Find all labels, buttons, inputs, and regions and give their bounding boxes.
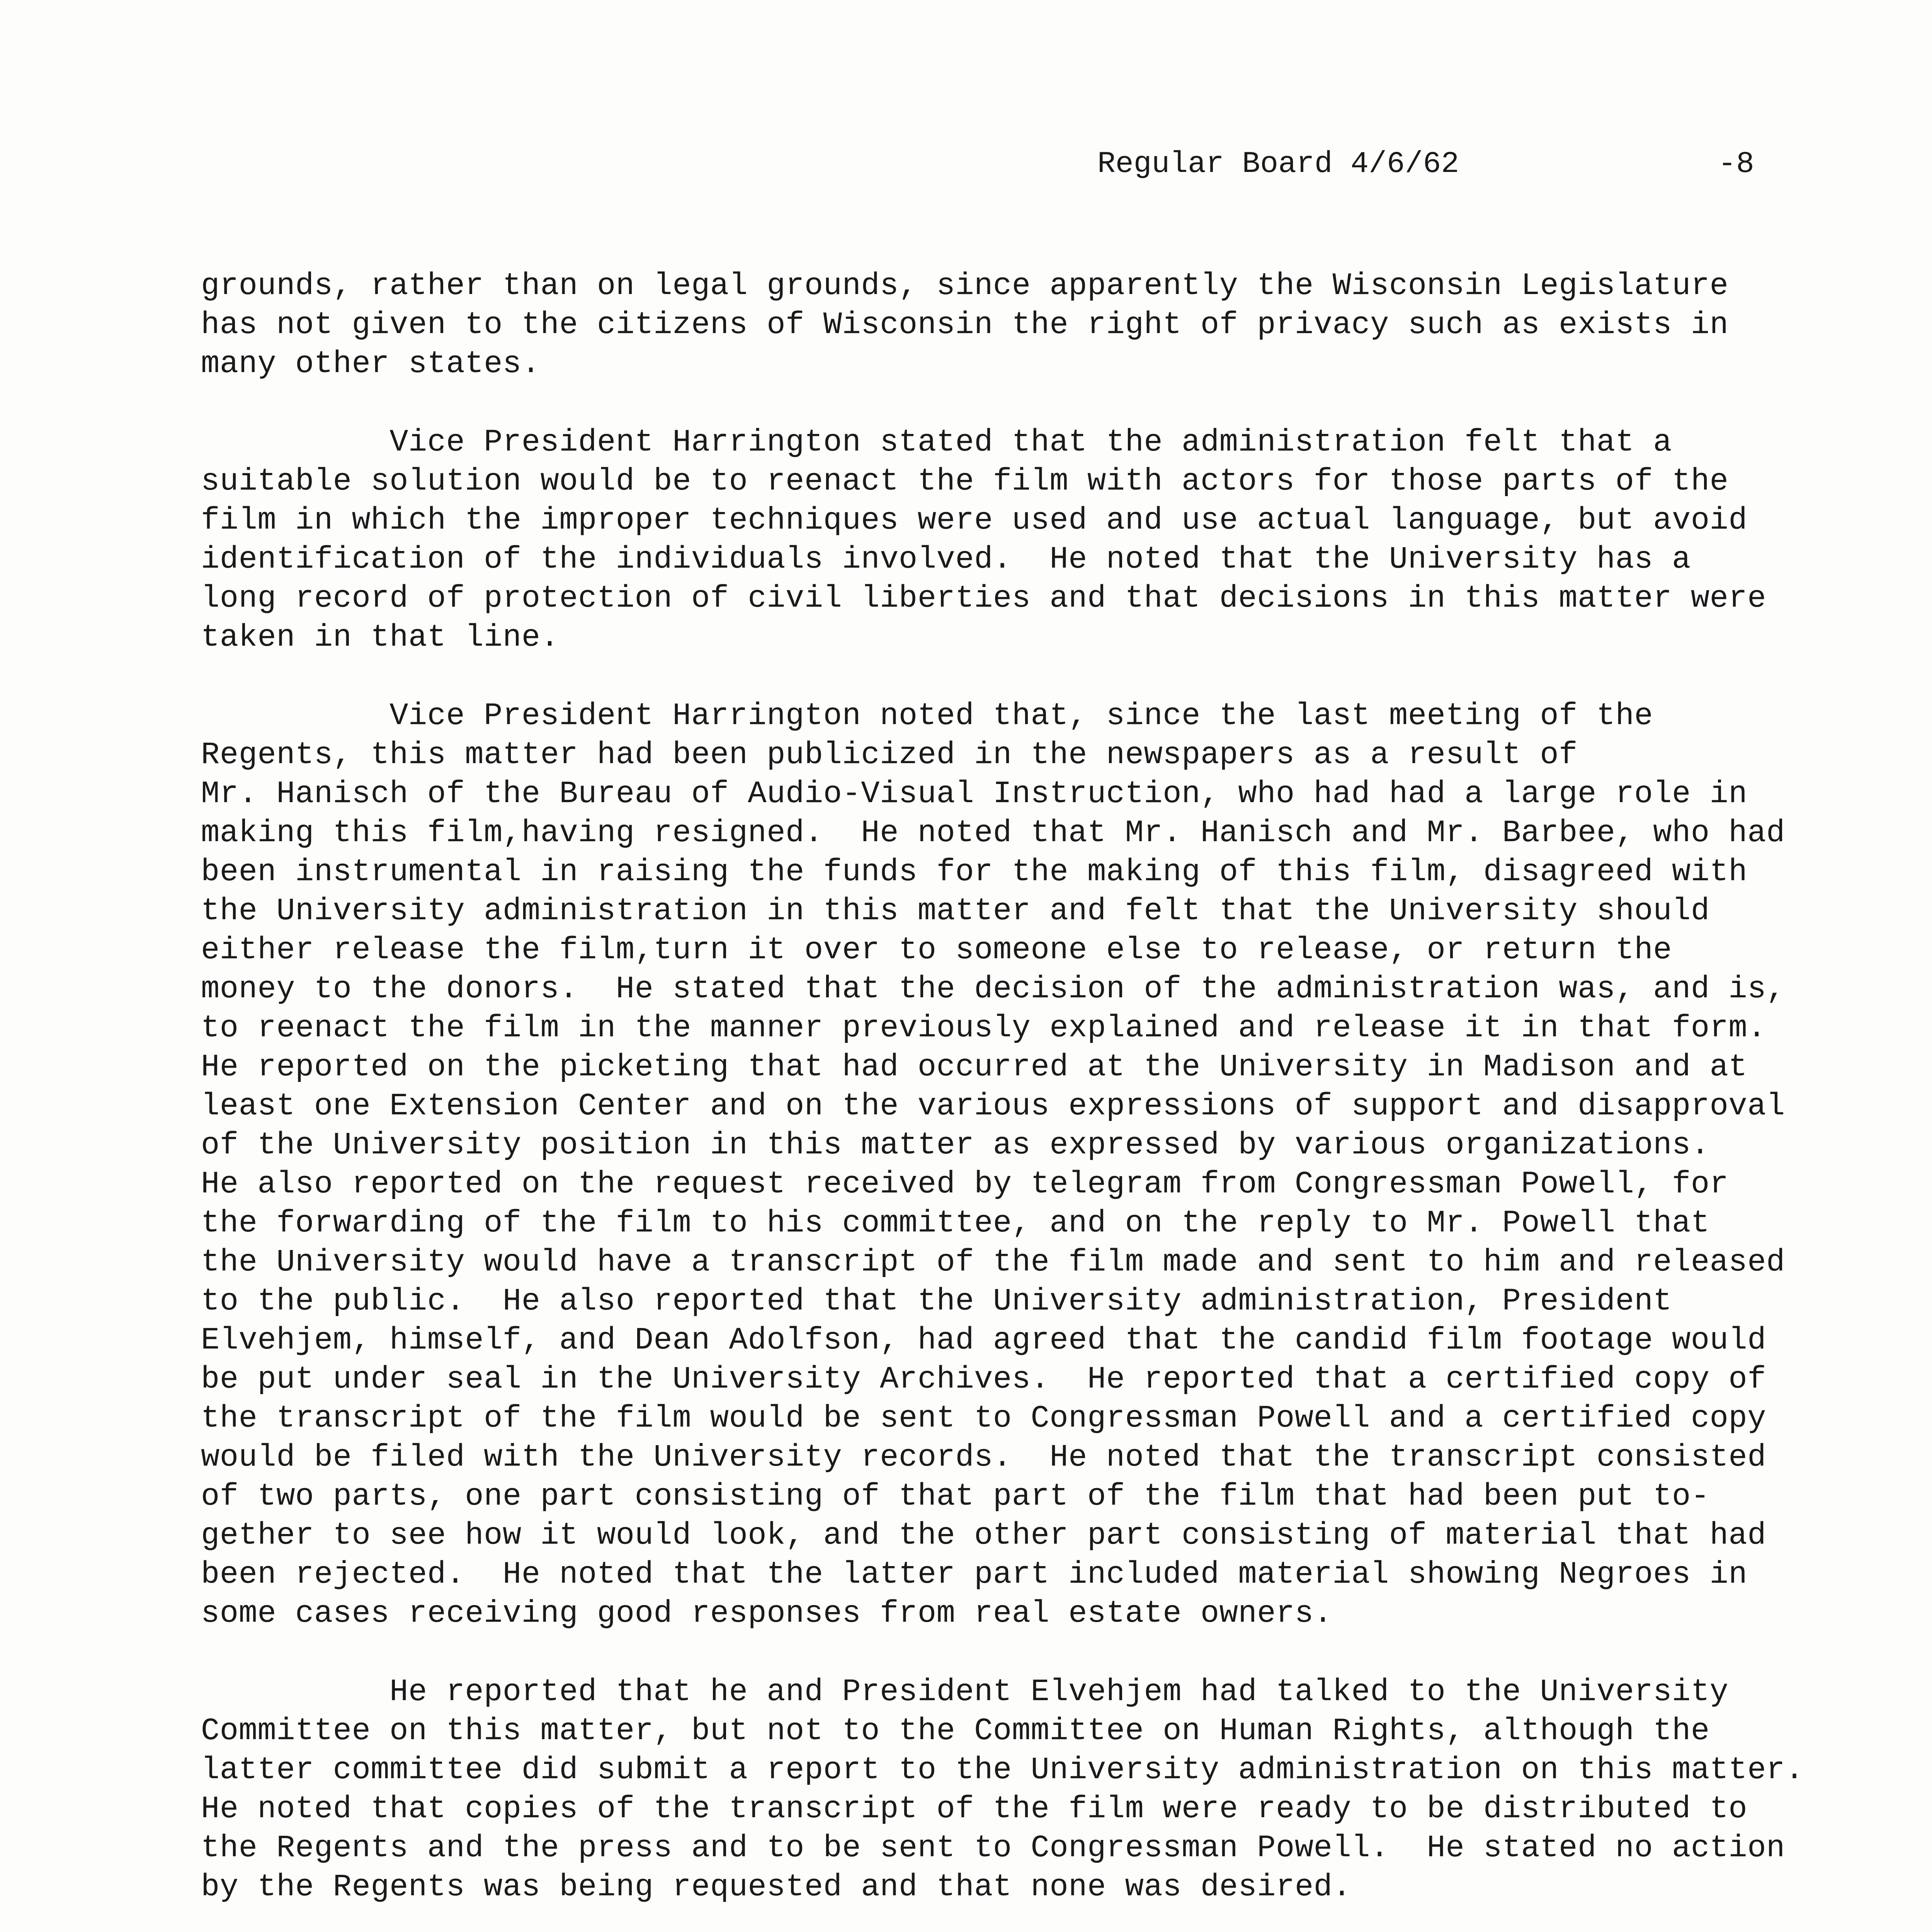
header-page-ref: -8	[1718, 147, 1754, 181]
text-line: be put under seal in the University Archives. He reported that a certified copy of	[201, 1362, 1767, 1397]
text-line: of the University position in this matter as expressed by various organizations.	[201, 1128, 1710, 1163]
text-line: the transcript of the film would be sent to Congressman Powell and a certified copy	[201, 1401, 1767, 1436]
page-header	[1097, 143, 1754, 185]
text-line: grounds, rather than on legal grounds, since apparently the Wisconsin Legislature	[201, 269, 1729, 304]
paragraph	[201, 1673, 1835, 1907]
text-line: film in which the improper techniques were used and use actual language, but avoid	[201, 503, 1748, 538]
text-line: He reported on the picketing that had occurred at the University in Madison and at	[201, 1050, 1748, 1085]
text-line: long record of protection of civil liberties and that decisions in this matter were	[201, 581, 1767, 616]
text-line: either release the film,turn it over to someone else to release, or return the	[201, 933, 1672, 968]
text-line: Elvehjem, himself, and Dean Adolfson, had agreed that the candid film footage would	[201, 1323, 1767, 1358]
text-line: has not given to the citizens of Wisconsin the right of privacy such as exists in	[201, 308, 1729, 343]
text-line: to reenact the film in the manner previously explained and release it in that form.	[201, 1011, 1767, 1046]
text-line: He also reported on the request received by telegram from Congressman Powell, for	[201, 1167, 1729, 1202]
text-line: Mr. Hanisch of the Bureau of Audio-Visual Instruction, who had had a large role in	[201, 777, 1748, 812]
paragraph	[201, 267, 1835, 384]
text-line: the Regents and the press and to be sent to Congressman Powell. He stated no action	[201, 1831, 1785, 1866]
text-line: many other states.	[201, 347, 541, 382]
text-line: taken in that line.	[201, 620, 560, 655]
text-line: some cases receiving good responses from real estate owners.	[201, 1596, 1333, 1631]
text-line: Vice President Harrington noted that, since the last meeting of the	[201, 699, 1653, 734]
document-body	[201, 267, 1835, 1932]
paragraph	[201, 697, 1835, 1633]
text-line: Committee on this matter, but not to the Committee on Human Rights, although the	[201, 1714, 1710, 1749]
text-line: would be filed with the University records. He noted that the transcript consisted	[201, 1440, 1767, 1475]
text-line: the University administration in this matter and felt that the University should	[201, 894, 1710, 929]
text-line: the forwarding of the film to his committee, and on the reply to Mr. Powell that	[201, 1206, 1710, 1241]
text-line: the University would have a transcript of the film made and sent to him and released	[201, 1245, 1785, 1280]
text-line: Regents, this matter had been publicized in the newspapers as a result of	[201, 738, 1578, 773]
text-line: money to the donors. He stated that the decision of the administration was, and is,	[201, 972, 1785, 1007]
text-line: He noted that copies of the transcript of the film were ready to be distributed to	[201, 1792, 1748, 1827]
header-title: Regular Board 4/6/62	[1097, 147, 1459, 181]
text-line: gether to see how it would look, and the other part consisting of material that had	[201, 1518, 1767, 1553]
text-line: latter committee did submit a report to the University administration on this matter.	[201, 1753, 1804, 1788]
text-line: to the public. He also reported that the University administration, President	[201, 1284, 1672, 1319]
text-line: Vice President Harrington stated that the administration felt that a	[201, 425, 1672, 460]
text-line: suitable solution would be to reenact the film with actors for those parts of the	[201, 464, 1729, 499]
text-line: least one Extension Center and on the various expressions of support and disapproval	[201, 1089, 1785, 1124]
text-line: identification of the individuals involved. He noted that the University has a	[201, 542, 1691, 577]
text-line: of two parts, one part consisting of that part of the film that had been put to-	[201, 1479, 1710, 1514]
text-line: been instrumental in raising the funds for the making of this film, disagreed with	[201, 855, 1748, 890]
text-line: making this film,having resigned. He noted that Mr. Hanisch and Mr. Barbee, who had	[201, 816, 1785, 851]
text-line: He reported that he and President Elvehjem had talked to the University	[201, 1675, 1729, 1710]
text-line: been rejected. He noted that the latter part included material showing Negroes in	[201, 1557, 1748, 1592]
paragraph	[201, 423, 1835, 657]
text-line: by the Regents was being requested and that none was desired.	[201, 1870, 1352, 1905]
